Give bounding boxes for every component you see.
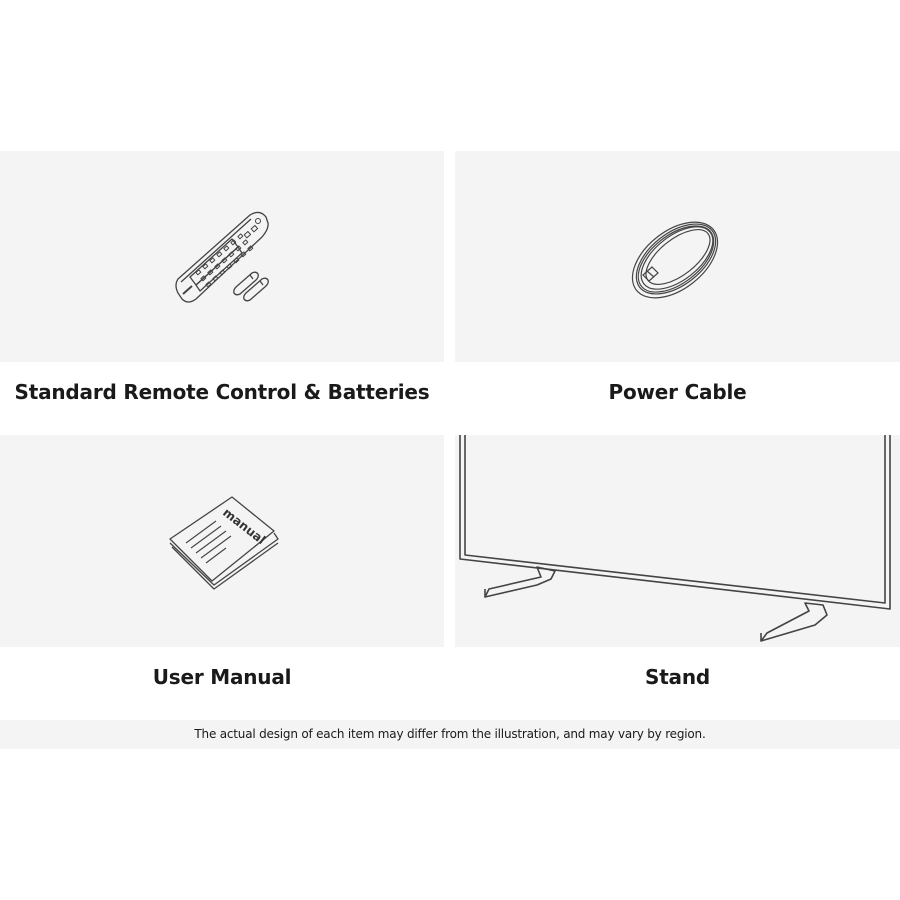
- remote-control-icon: [0, 151, 444, 362]
- manual-caption: User Manual: [152, 665, 292, 689]
- stand-caption: Stand: [644, 665, 711, 689]
- manual-icon: [0, 435, 444, 647]
- power-cable-icon: [455, 151, 900, 362]
- remote-caption: Standard Remote Control & Batteries: [14, 380, 430, 404]
- power-cable-panel: [455, 151, 900, 362]
- stand-panel: [455, 435, 900, 647]
- manual-cover-text: manual: [220, 505, 269, 548]
- disclaimer-text: The actual design of each item may differ from the illustration, and may vary by region.: [194, 727, 706, 741]
- disclaimer-bar: [0, 720, 900, 749]
- remote-panel: [0, 151, 444, 362]
- tv-stand-icon: [455, 435, 900, 647]
- manual-panel: [0, 435, 444, 647]
- power-cable-caption: Power Cable: [608, 380, 747, 404]
